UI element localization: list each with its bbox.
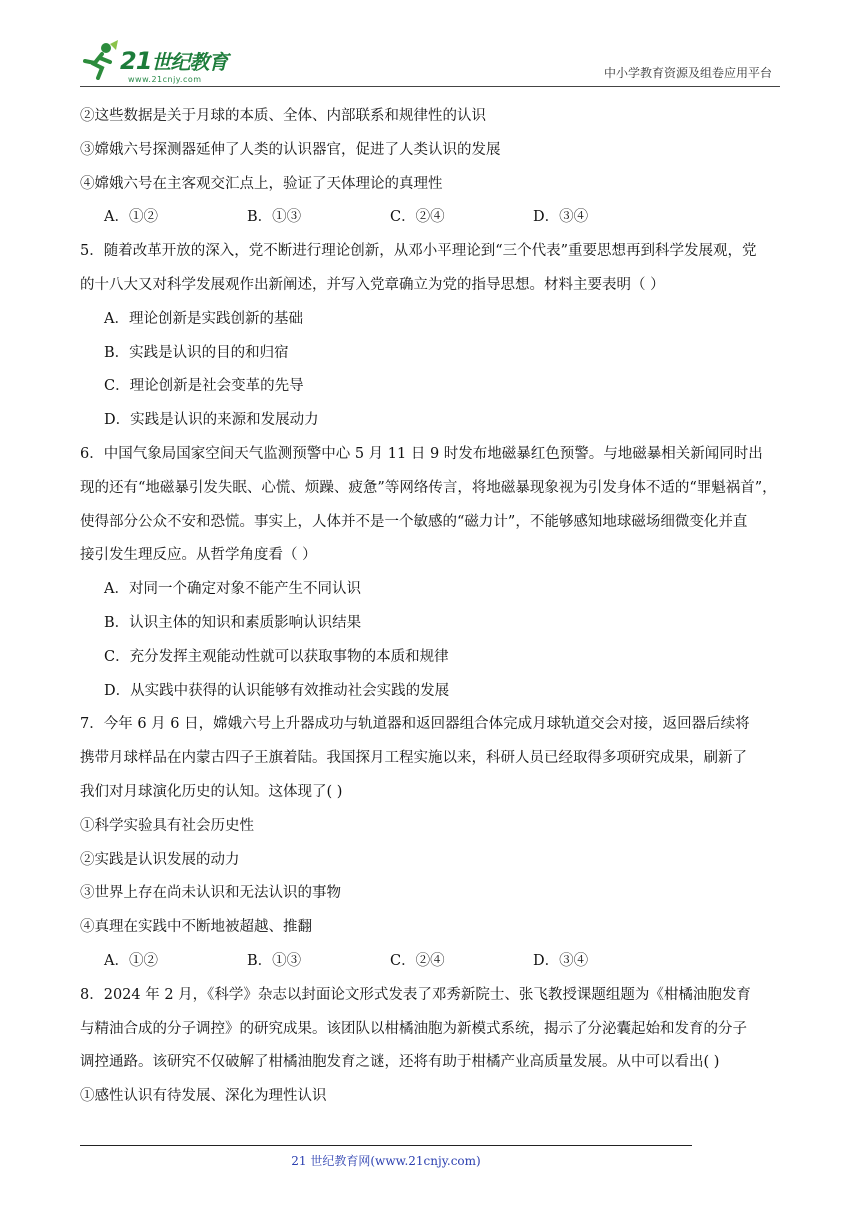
option-a: A．①② bbox=[104, 209, 158, 226]
logo-wordmark: 21世纪教育 bbox=[120, 47, 228, 75]
option-d: D．③④ bbox=[533, 952, 589, 969]
option-c: C．②④ bbox=[390, 952, 445, 969]
footer-divider bbox=[80, 1145, 692, 1146]
option-b: B．①③ bbox=[247, 209, 302, 226]
document-body bbox=[80, 100, 780, 1114]
header-divider bbox=[80, 86, 780, 87]
option-b: B．①③ bbox=[247, 952, 302, 969]
question-5-stem: 5．随着改革开放的深入，党不断进行理论创新，从邓小平理论到“三个代表”重要思想再到科学发展观，党 bbox=[80, 243, 757, 260]
option-c: C．充分发挥主观能动性就可以获取事物的本质和规律 bbox=[104, 648, 449, 665]
platform-name: 中小学教育资源及组卷应用平台 bbox=[603, 66, 772, 80]
statement-line: ②实践是认识发展的动力 bbox=[80, 851, 240, 868]
site-logo[interactable] bbox=[80, 40, 260, 86]
question-8-stem: 8．2024 年 2 月，《科学》杂志以封面论文形式发表了邓秀新院士、张飞教授课题组题为《柑橘油胞发育 bbox=[80, 986, 751, 1003]
option-d: D．从实践中获得的认识能够有效推动社会实践的发展 bbox=[104, 682, 450, 699]
option-a: A．对同一个确定对象不能产生不同认识 bbox=[104, 581, 361, 598]
option-c: C．②④ bbox=[390, 209, 445, 226]
runner-logo-icon bbox=[80, 40, 120, 80]
question-7-stem: 携带月球样品在内蒙古四子王旗着陆。我国探月工程实施以来，科研人员已经取得多项研究成果，刷新了 bbox=[80, 750, 747, 767]
statement-line: ①科学实验具有社会历史性 bbox=[80, 817, 254, 834]
question-8-stem: 调控通路。该研究不仅破解了柑橘油胞发育之谜，还将有助于柑橘产业高质量发展。从中可以看出( ) bbox=[80, 1054, 720, 1071]
statement-line: ④真理在实践中不断地被超越、推翻 bbox=[80, 919, 312, 936]
question-6-stem: 6．中国气象局国家空间天气监测预警中心 5 月 11 日 9 时发布地磁暴红色预警。与地磁暴相关新闻同时出 bbox=[80, 445, 763, 462]
option-d: D．③④ bbox=[533, 209, 589, 226]
page-header bbox=[80, 40, 780, 86]
question-7-stem: 我们对月球演化历史的认知。这体现了( ) bbox=[80, 783, 343, 800]
statement-line: ③嫦娥六号探测器延伸了人类的认识器官，促进了人类认识的发展 bbox=[80, 141, 501, 158]
statement-line: ③世界上存在尚未认识和无法认识的事物 bbox=[80, 885, 341, 902]
option-d: D．实践是认识的来源和发展动力 bbox=[104, 412, 319, 429]
option-a: A．理论创新是实践创新的基础 bbox=[104, 310, 303, 327]
question-7-stem: 7．今年 6 月 6 日，嫦娥六号上升器成功与轨道器和返回器组合体完成月球轨道交会对接，返回器后续将 bbox=[80, 716, 750, 733]
footer-link[interactable]: 21 世纪教育网(www.21cnjy.com) bbox=[291, 1154, 481, 1168]
q4-options bbox=[80, 201, 780, 235]
question-6-stem: 现的还有“地磁暴引发失眠、心慌、烦躁、疲惫”等网络传言，将地磁暴现象视为引发身体不适的“罪魁祸首”， bbox=[80, 479, 777, 496]
question-5-stem: 的十八大又对科学发展观作出新阐述，并写入党章确立为党的指导思想。材料主要表明（ ） bbox=[80, 276, 665, 293]
q7-options bbox=[80, 945, 780, 979]
statement-line: ①感性认识有待发展、深化为理性认识 bbox=[80, 1088, 327, 1105]
question-6-stem: 接引发生理反应。从哲学角度看（ ） bbox=[80, 547, 317, 564]
statement-line: ④嫦娥六号在主客观交汇点上，验证了天体理论的真理性 bbox=[80, 175, 443, 192]
option-a: A．①② bbox=[104, 952, 158, 969]
logo-url: www.21cnjy.com bbox=[128, 75, 202, 84]
statement-line: ②这些数据是关于月球的本质、全体、内部联系和规律性的认识 bbox=[80, 108, 486, 124]
question-8-stem: 与精油合成的分子调控》的研究成果。该团队以柑橘油胞为新模式系统，揭示了分泌囊起始和发育的分子 bbox=[80, 1020, 747, 1037]
option-c: C．理论创新是社会变革的先导 bbox=[104, 378, 304, 395]
option-b: B．实践是认识的目的和归宿 bbox=[104, 344, 289, 361]
option-b: B．认识主体的知识和素质影响认识结果 bbox=[104, 614, 362, 631]
question-6-stem: 使得部分公众不安和恐慌。事实上，人体并不是一个敏感的“磁力计”，不能够感知地球磁场细微变化并直 bbox=[80, 513, 748, 530]
